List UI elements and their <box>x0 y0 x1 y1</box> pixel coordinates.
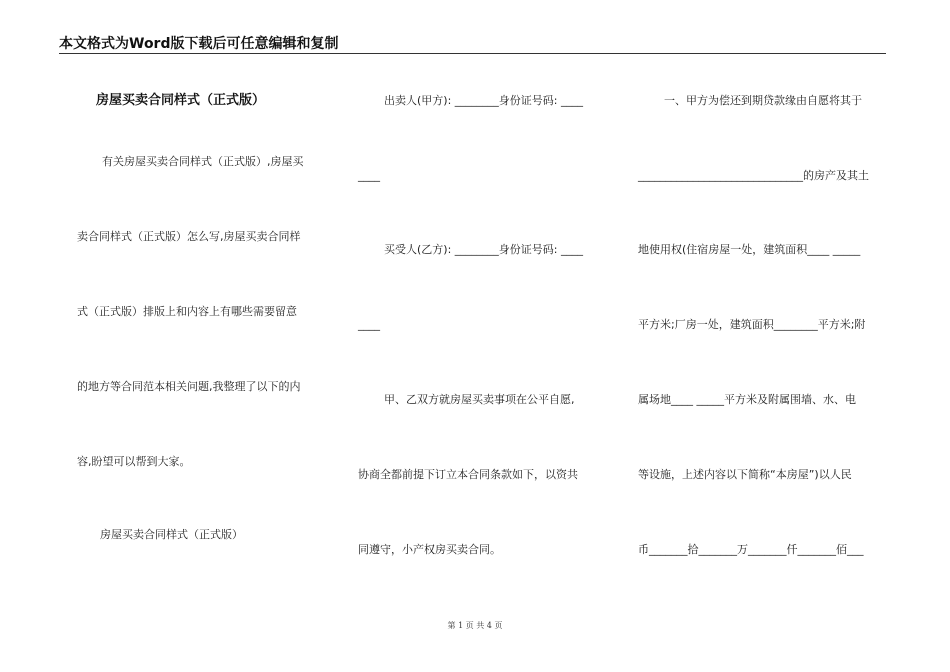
page-number: 第 1 页 共 4 页 <box>447 621 503 630</box>
paragraph-line: 容,盼望可以帮到大家。 <box>77 455 191 468</box>
paragraph-line: 式（正式版）排版上和内容上有哪些需要留意 <box>77 305 297 318</box>
clause-line: ______________________________的房产及其土 <box>638 169 869 182</box>
header-divider <box>59 53 886 54</box>
buyer-line-continuation: ____ <box>358 318 380 331</box>
clause-line: 币_______拾_______万_______仟_______佰___ <box>638 543 864 556</box>
buyer-line: 买受人(乙方): ________身份证号码: ____ <box>384 243 583 256</box>
clause-line: 属场地____ _____平方米及附属围墙、水、电 <box>638 393 856 406</box>
clause-line: 地使用权(住宿房屋一处，建筑面积____ _____ <box>638 243 861 256</box>
section-heading: 房屋买卖合同样式（正式版） <box>100 528 243 541</box>
paragraph-line: 协商全都前提下订立本合同条款如下，以资共 <box>358 468 578 481</box>
clause-line: 一、甲方为偿还到期贷款缘由自愿将其于 <box>664 94 862 107</box>
contract-title: 房屋买卖合同样式（正式版） <box>96 93 266 108</box>
paragraph-line: 甲、乙双方就房屋买卖事项在公平自愿, <box>384 393 575 406</box>
paragraph-line: 卖合同样式（正式版）怎么写,房屋买卖合同样 <box>77 230 301 243</box>
clause-line: 等设施，上述内容以下简称“本房屋”)以人民 <box>638 468 852 481</box>
paragraph-line: 同遵守，小产权房买卖合同。 <box>358 543 501 556</box>
document-header-title: 本文格式为Word版下载后可任意编辑和复制 <box>59 36 339 52</box>
seller-line: 出卖人(甲方): ________身份证号码: ____ <box>384 94 583 107</box>
seller-line-continuation: ____ <box>358 169 380 182</box>
clause-line: 平方米;厂房一处，建筑面积________平方米;附 <box>638 318 866 331</box>
paragraph-line: 有关房屋买卖合同样式（正式版）,房屋买 <box>102 155 304 168</box>
paragraph-line: 的地方等合同范本相关问题,我整理了以下的内 <box>77 380 301 393</box>
